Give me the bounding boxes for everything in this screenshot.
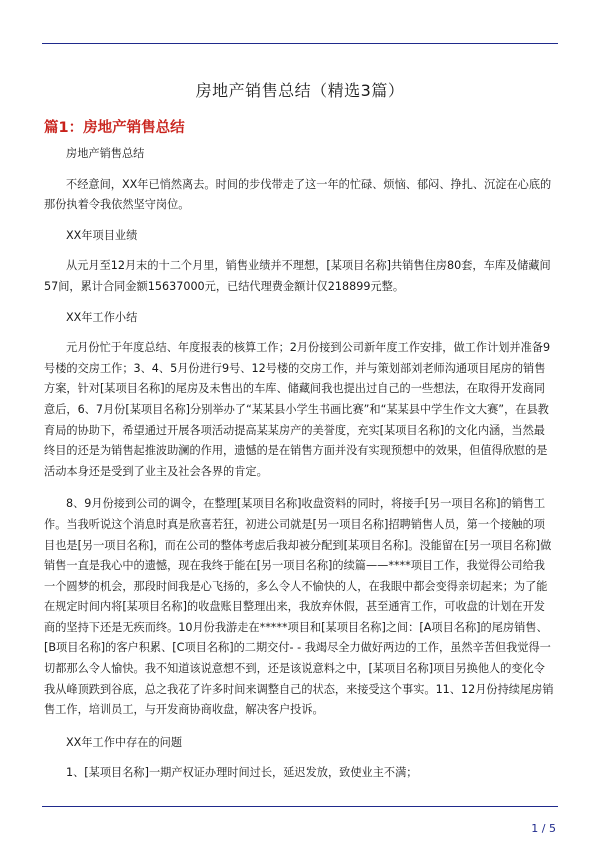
paragraph-subtitle: 房地产销售总结 — [66, 147, 145, 160]
paragraph-performance: 从元月至12月末的十二个月里，销售业绩并不理想，[某项目名称]共销售住房80套，车库及储藏间57间，累计合同金额15637000元，已结代理费金额计仅218899元整。 — [44, 259, 551, 293]
paragraph-intro: 不经意间，XX年已悄然离去。时间的步伐带走了这一年的忙碌、烦恼、郁闷、挣扎、沉淀在心底的那份执着令我依然坚守岗位。 — [44, 177, 552, 212]
document-body — [44, 144, 556, 784]
paragraph-work-summary-2: 8、9月份接到公司的调令，在整理[某项目名称]收盘资料的同时，将接手[另一项目名称]的销售工作。当我听说这个消息时真是欣喜若狂，初进公司就是[另一项目名称]招聘销售人员，第一个接触的项目也是[另一项目名称]，而在公司的整体考虑后我却被分配到[某项目名称]。没能留在[另一项目名称]做销售一直是我心中的遗憾，现在我终于能在[另一项目名称]的续篇——****项目工作，我觉得公司给我一个圆梦的机会，那段时间我是心飞扬的，多么令人不愉快的人，在我眼中都会变得亲切起来；为了能在规定时间内将[某项目名称]的收盘账目整理出来，我放弃休假，甚至通宵工作，可收盘的计划在开发商的坚持下还是无疾而终。10月份我游走在*****项目和[某项目名称]之间：[A项目名称]的尾房销售、[B项目名称]的客户积累、[C项目名称]的二期交付- - 我竭尽全力做好两边的工作，虽然辛苦但我觉得一切都那么令人愉快。我不知道该说意想不到，还是该说意料之中，[某项目名称]项目另换他人的变化令我从峰顶跌到谷底，总之我花了许多时间来调整自己的状态，来接受这个事实。11、12月份持续尾房销售工作，培训员工，与开发商协商收盘，解决客户投诉。 — [44, 497, 554, 717]
document-title: 房地产销售总结（精选3篇） — [195, 81, 405, 100]
footer-rule — [42, 806, 558, 807]
subheading-work-summary: XX年工作小结 — [66, 310, 138, 324]
subheading-performance: XX年项目业绩 — [66, 228, 138, 242]
header-rule — [42, 43, 558, 44]
paragraph-work-summary-1: 元月份忙于年度总结、年度报表的核算工作；2月份接到公司新年度工作安排，做工作计划并准备9号楼的交房工作；3、4、5月份进行9号、12号楼的交房工作，并与策划部刘老师沟通项目尾房的销售方案，针对[某项目名称]的尾房及未售出的车库、储藏间我也提出过自己的一些想法，在取得开发商同意后，6、7月份[某项目名称]分别举办了“某某县小学生书画比赛”和“某某县中学生作文大赛”，在县教育局的协助下，希望通过开展各项活动提高某某房产的美誉度，充实[某项目名称]的文化内涵，当然最终目的还是为销售起推波助澜的作用，遗憾的是在销售方面并没有实现预想中的效果，但值得欣慰的是活动本身还是受到了业主及社会各界的肯定。 — [44, 341, 551, 478]
page-number: 1 / 5 — [531, 822, 556, 835]
paragraph-problem-1: 1、[某项目名称]一期产权证办理时间过长，延迟发放，致使业主不满； — [66, 766, 418, 780]
section-heading: 篇1：房地产销售总结 — [44, 120, 185, 136]
subheading-problems: XX年工作中存在的问题 — [66, 735, 183, 749]
